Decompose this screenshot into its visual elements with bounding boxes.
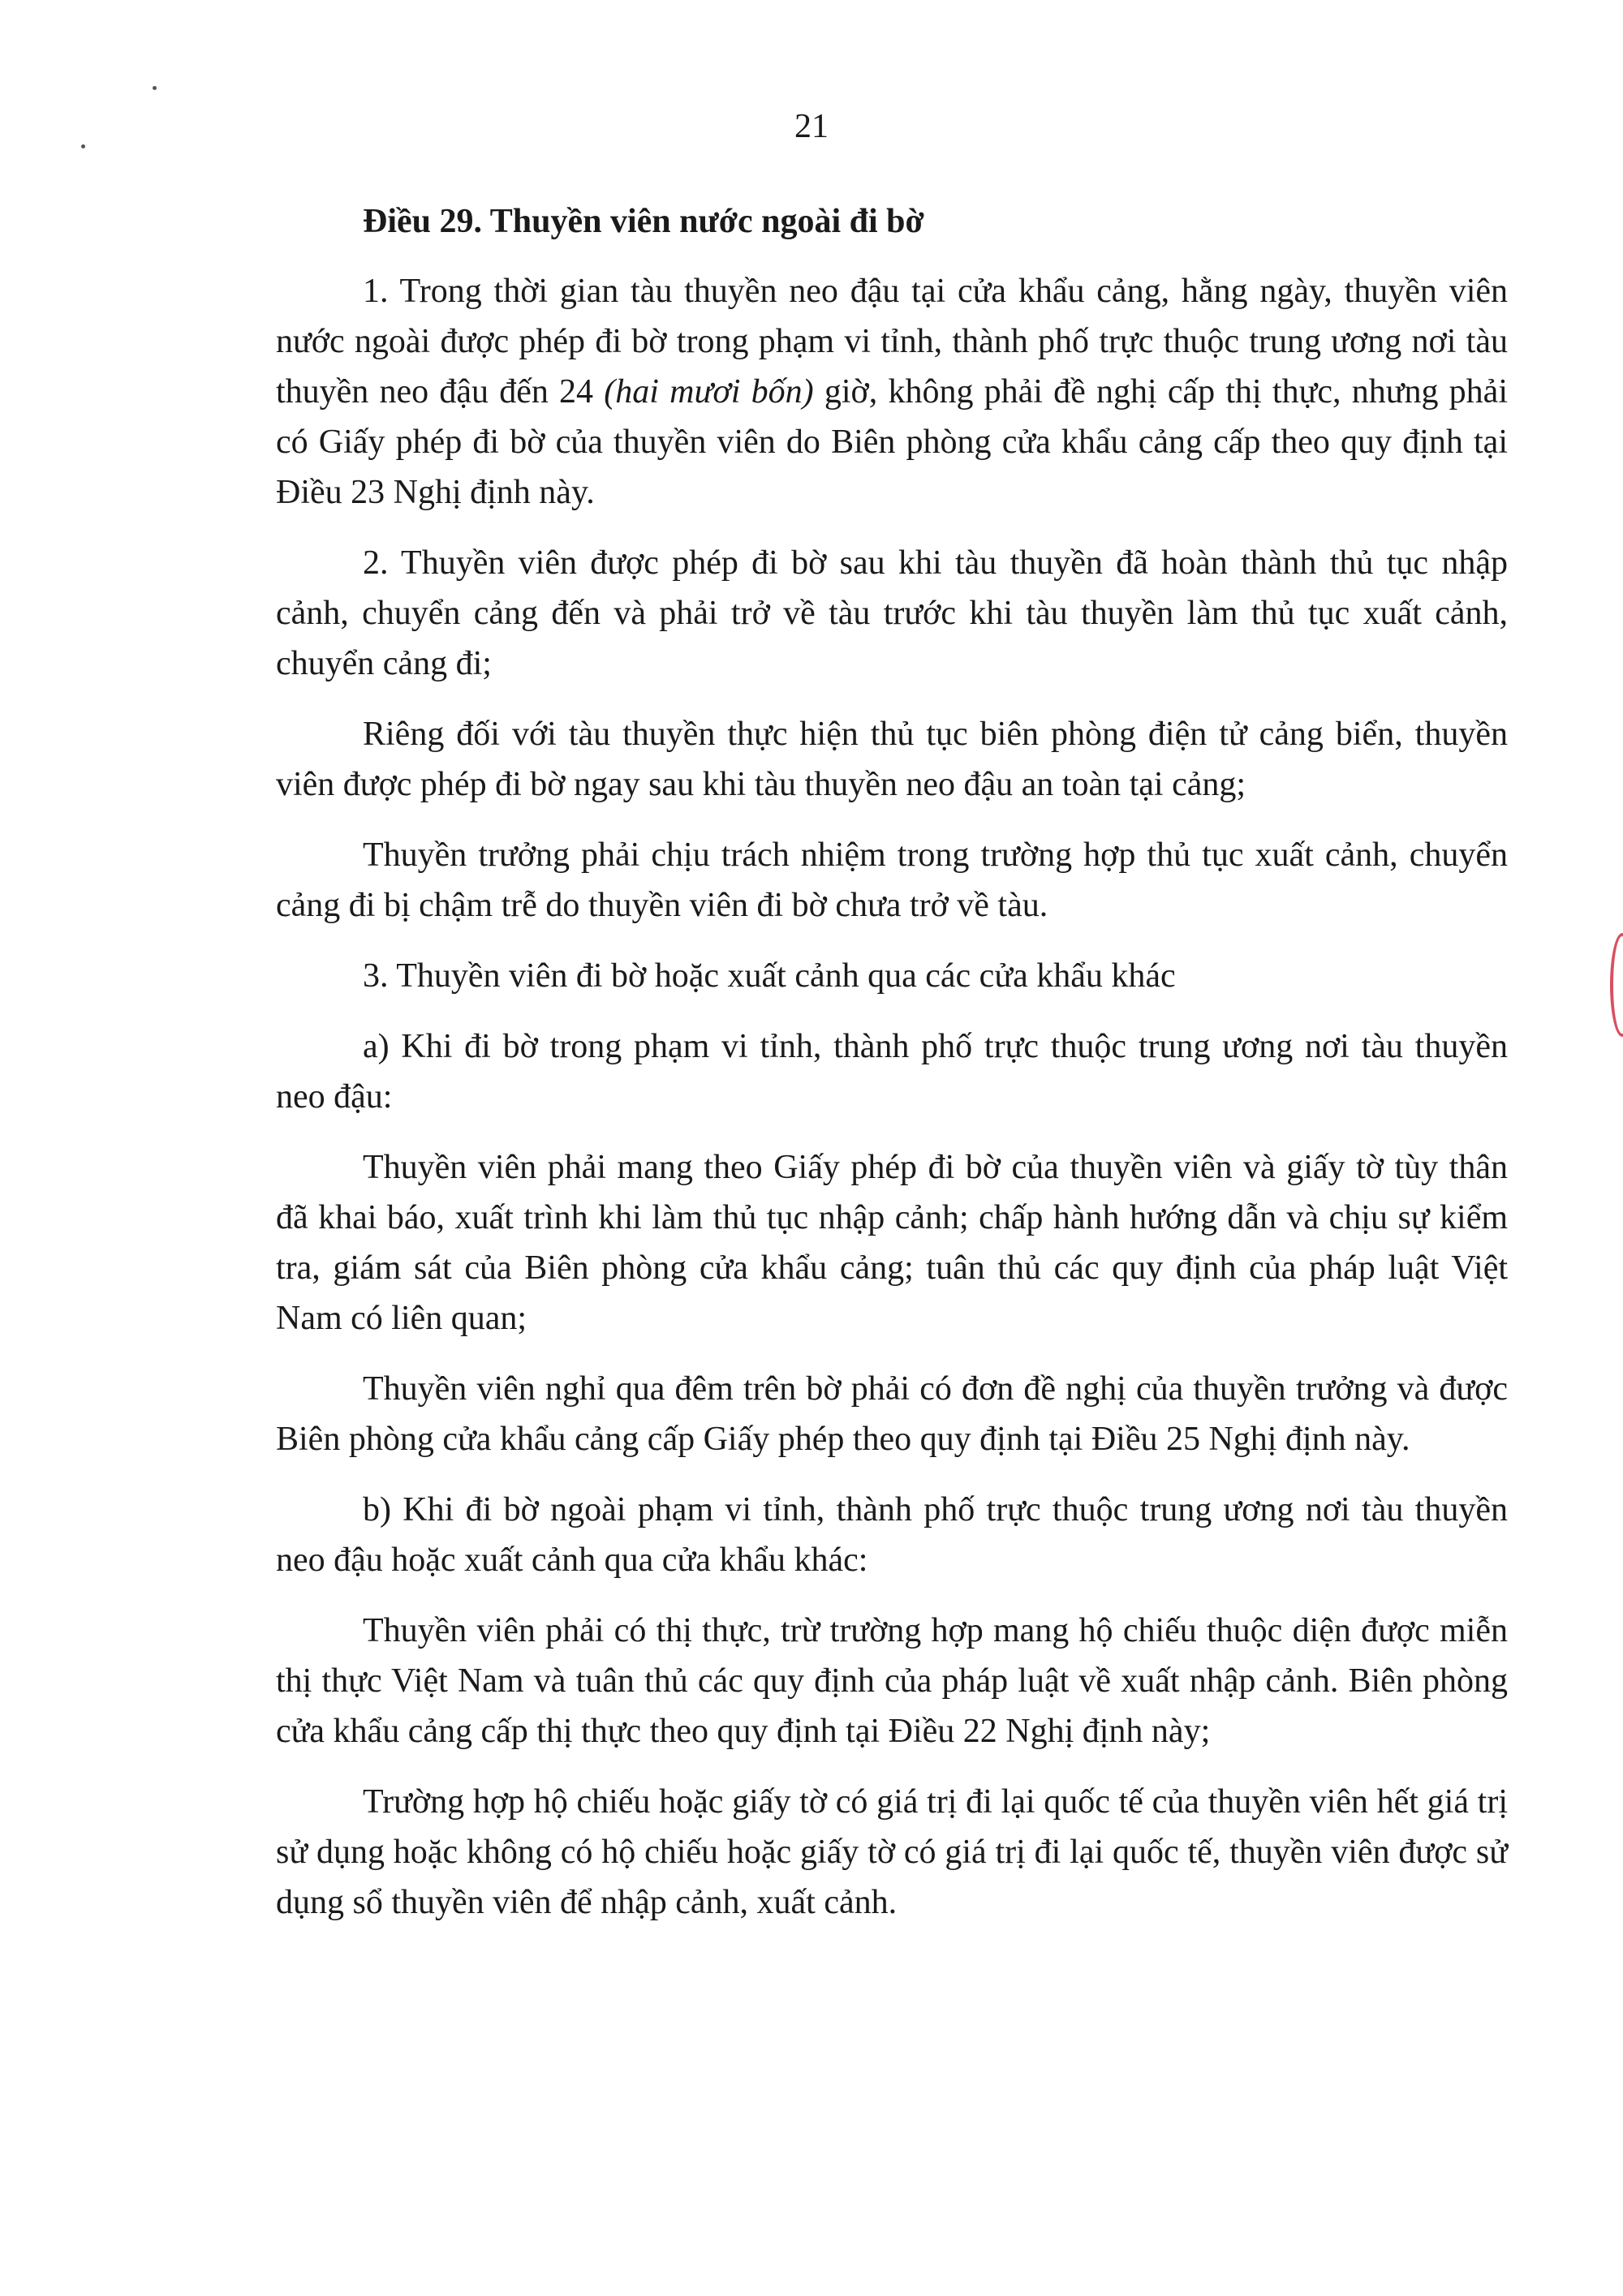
point-a-paragraph: a) Khi đi bờ trong phạm vi tỉnh, thành phố trực thuộc trung ương nơi tàu thuyền neo đậu: — [276, 1028, 1508, 1116]
clause-1-text-end: giờ, không phải đề nghị cấp thị thực, nhưng phải có Giấy phép đi bờ của thuyền viên do Biên phòng cửa khẩu cảng cấp theo quy định tại Điều 23 Nghị định này. — [276, 373, 1508, 511]
clause-2-paragraph: 2. Thuyền viên được phép đi bờ sau khi tàu thuyền đã hoàn thành thủ tục nhập cảnh, chuyển cảng đến và phải trở về tàu trước khi tàu thuyền làm thủ tục xuất cảnh, chuyển cảng đi; — [276, 544, 1508, 682]
point-a-requirements-paragraph: Thuyền viên phải mang theo Giấy phép đi bờ của thuyền viên và giấy tờ tùy thân đã khai báo, xuất trình khi làm thủ tục nhập cảnh; chấp hành hướng dẫn và chịu sự kiểm tra, giám sát của Biên phòng cửa khẩu cảng; tuân thủ các quy định của pháp luật Việt Nam có liên quan; — [276, 1149, 1508, 1337]
point-b-visa-paragraph: Thuyền viên phải có thị thực, trừ trường hợp mang hộ chiếu thuộc diện được miễn thị thực Việt Nam và tuân thủ các quy định của pháp luật về xuất nhập cảnh. Biên phòng cửa khẩu cảng cấp thị thực theo quy định tại Điều 22 Nghị định này; — [276, 1612, 1508, 1750]
clause-1-italic-number: (hai mươi bốn) — [604, 373, 814, 411]
point-b-paragraph: b) Khi đi bờ ngoài phạm vi tỉnh, thành phố trực thuộc trung ương nơi tàu thuyền neo đậu hoặc xuất cảnh qua cửa khẩu khác: — [276, 1491, 1508, 1579]
clause-3-paragraph: 3. Thuyền viên đi bờ hoặc xuất cảnh qua các cửa khẩu khác — [363, 957, 1176, 995]
scan-speck — [153, 86, 157, 90]
clause-2-electronic-paragraph: Riêng đối với tàu thuyền thực hiện thủ tục biên phòng điện tử cảng biển, thuyền viên được phép đi bờ ngay sau khi tàu thuyền neo đậu an toàn tại cảng; — [276, 716, 1508, 803]
scan-edge-mark — [1610, 933, 1623, 1037]
article-heading: Điều 29. Thuyền viên nước ngoài đi bờ — [363, 203, 924, 240]
document-body — [276, 196, 1508, 1948]
clause-2-captain-paragraph: Thuyền trưởng phải chịu trách nhiệm trong trường hợp thủ tục xuất cảnh, chuyển cảng đi bị chậm trễ do thuyền viên đi bờ chưa trở về tàu. — [276, 836, 1508, 924]
clause-1-paragraph — [276, 266, 1508, 518]
point-b-passport-paragraph: Trường hợp hộ chiếu hoặc giấy tờ có giá trị đi lại quốc tế của thuyền viên hết giá trị sử dụng hoặc không có hộ chiếu hoặc giấy tờ có giá trị đi lại quốc tế, thuyền viên được sử dụng sổ thuyền viên để nhập cảnh, xuất cảnh. — [276, 1783, 1508, 1921]
page-number: 21 — [794, 108, 829, 145]
point-a-overnight-paragraph: Thuyền viên nghỉ qua đêm trên bờ phải có đơn đề nghị của thuyền trưởng và được Biên phòng cửa khẩu cảng cấp Giấy phép theo quy định tại Điều 25 Nghị định này. — [276, 1370, 1508, 1458]
clause-1-text-start: 1. Trong thời gian tàu thuyền neo đậu tại cửa khẩu cảng, hằng ngày, thuyền viên nước ngoài được phép đi bờ trong phạm vi tỉnh, thành phố trực thuộc trung ương nơi tàu thuyền neo đậu đến 24 — [276, 273, 1508, 411]
